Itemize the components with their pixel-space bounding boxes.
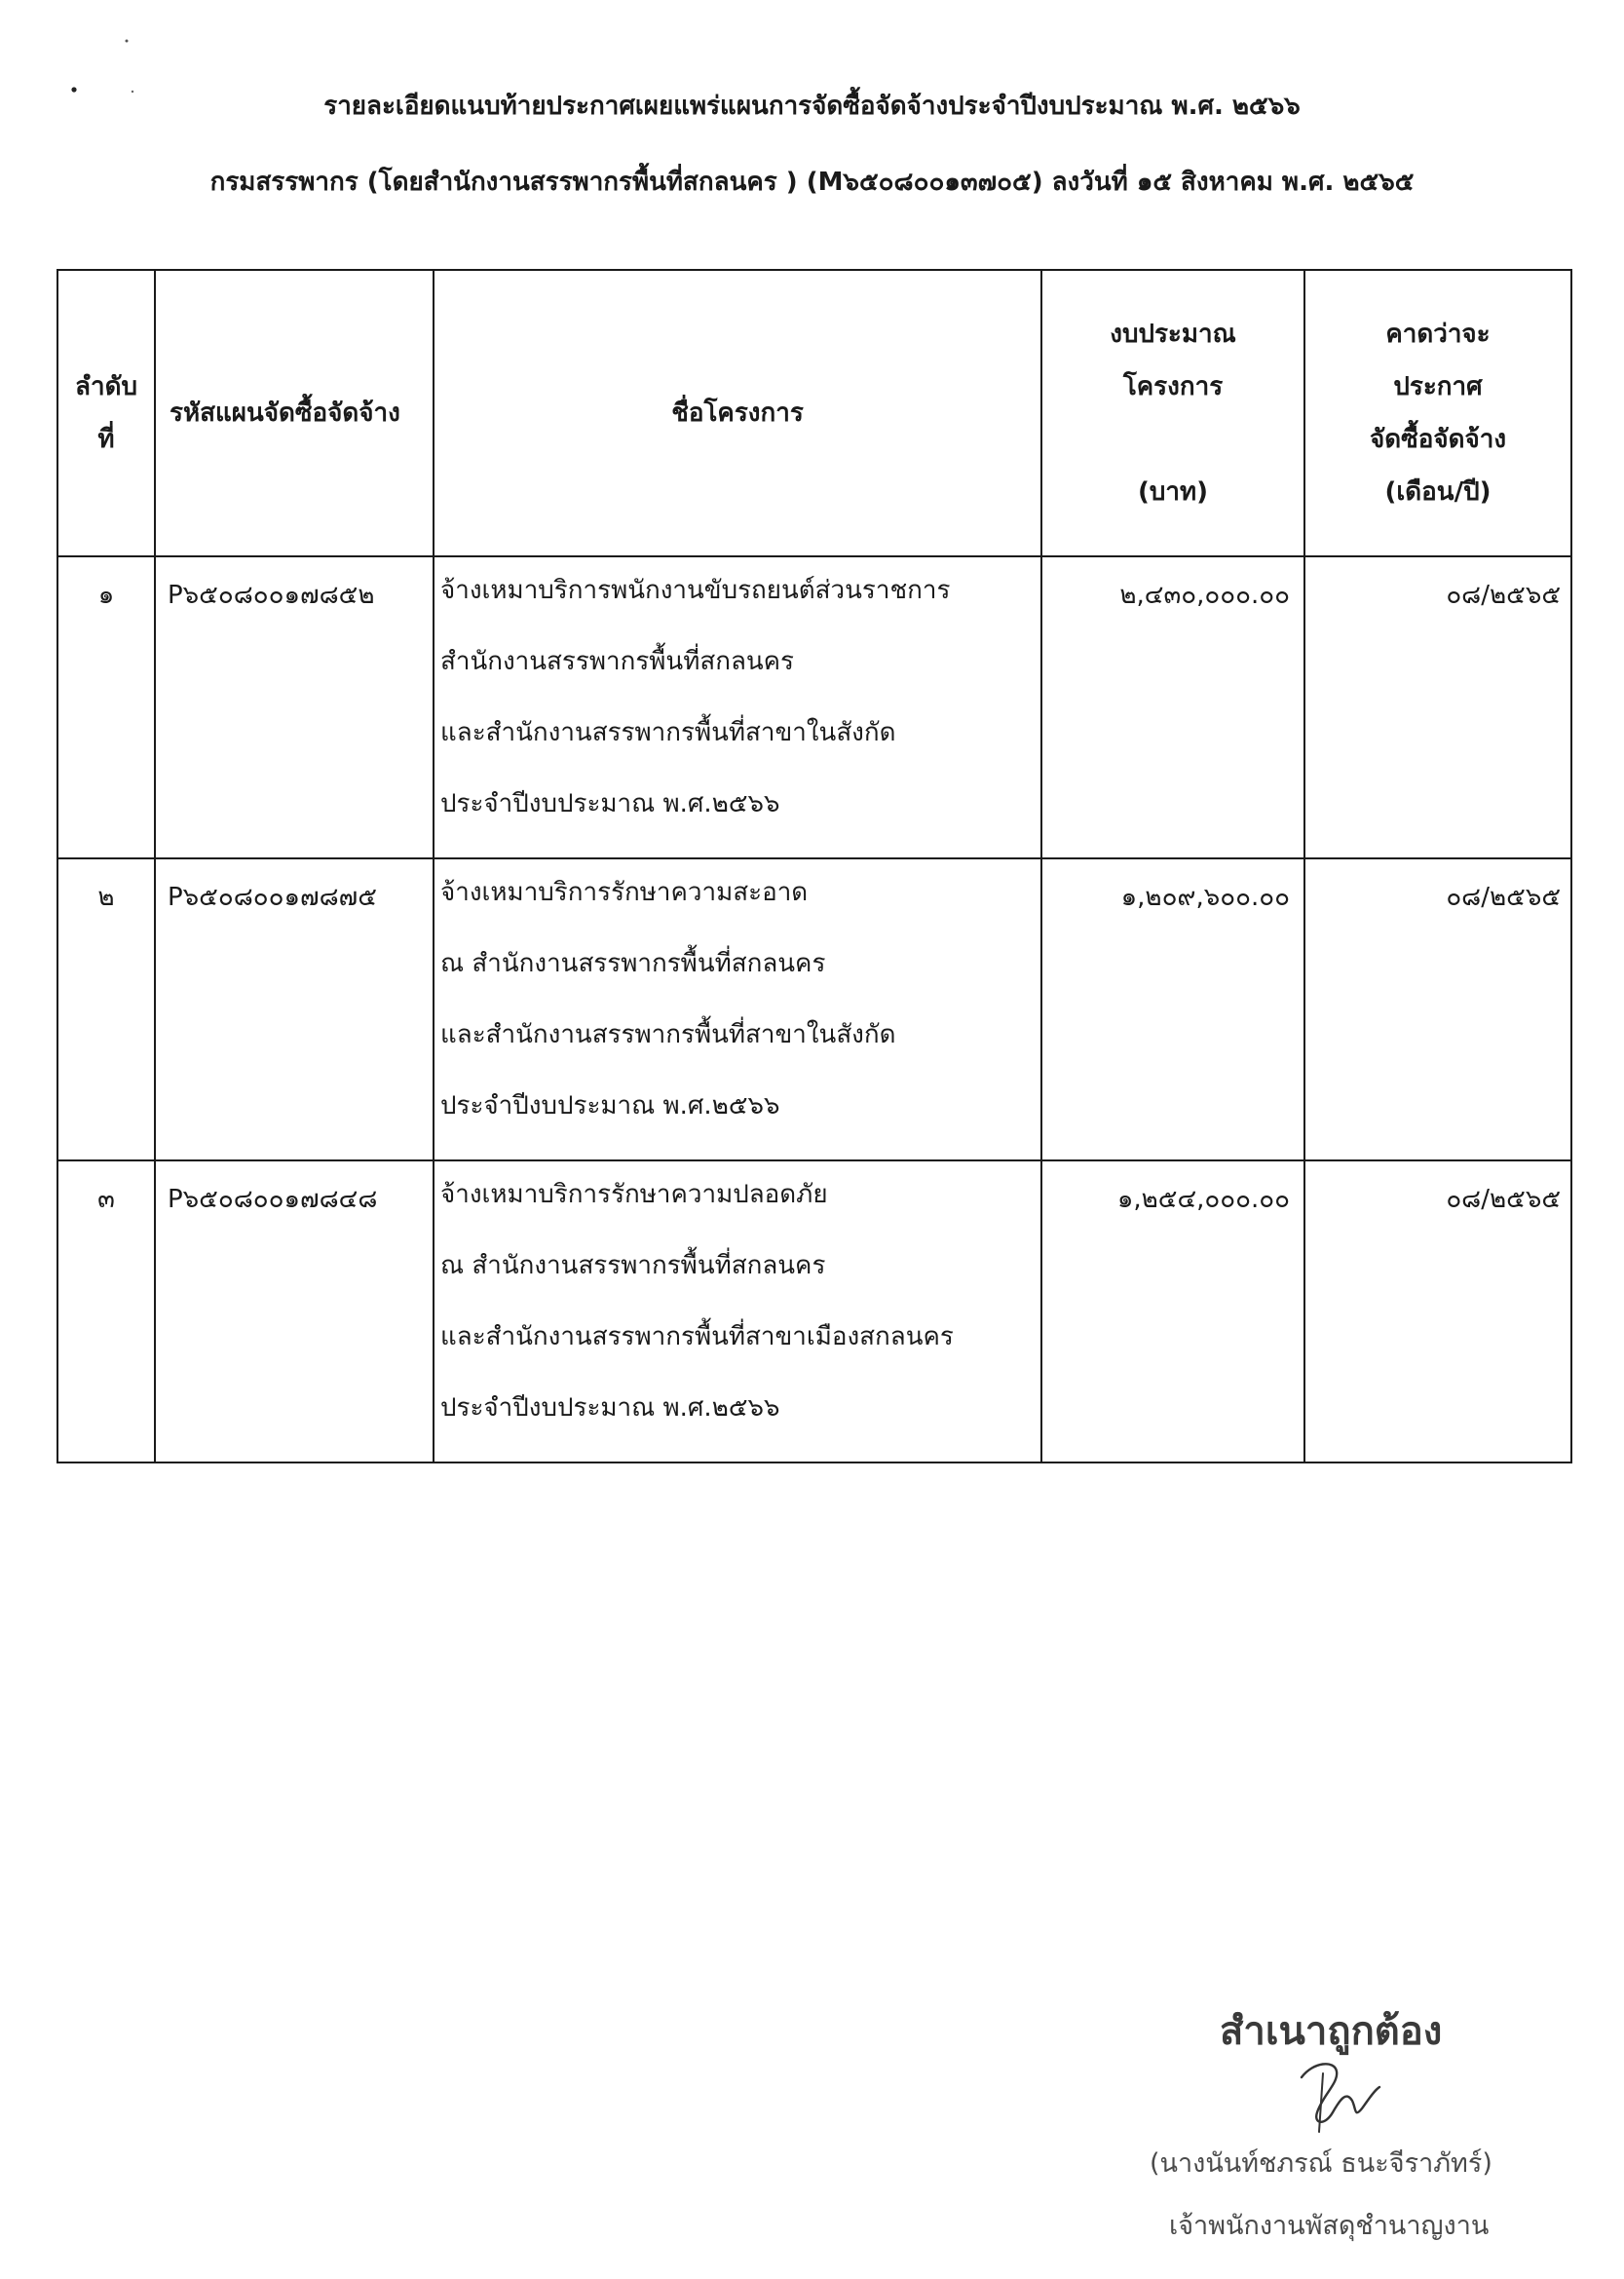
handwritten-signature: [1284, 2044, 1391, 2137]
procurement-plan-table: [57, 269, 1572, 1463]
header-sequence: ลำดับ ที่: [57, 270, 155, 556]
table-row: [57, 1160, 1571, 1462]
signer-position: เจ้าพนักงานพัสดุชำนาญงาน: [1169, 2211, 1490, 2241]
row-expected-month: ๐๘/๒๕๖๕: [1304, 556, 1571, 858]
header-plan-code: รหัสแผนจัดซื้อจัดจ้าง: [155, 270, 434, 556]
table-row: [57, 556, 1571, 858]
table-header-row: [57, 270, 1571, 556]
row-budget: ๒,๔๓๐,๐๐๐.๐๐: [1041, 556, 1304, 858]
row-project-name: จ้างเหมาบริการรักษาความสะอาด ณ สำนักงานสรรพากรพื้นที่สกลนคร และสำนักงานสรรพากรพื้นที่สาขาในสังกัด ประจำปีงบประมาณ พ.ศ.๒๕๖๖: [434, 858, 1041, 1160]
document-subtitle: กรมสรรพากร (โดยสำนักงานสรรพากรพื้นที่สกลนคร ) (M๖๕๐๘๐๐๑๓๗๐๕) ลงวันที่ ๑๕ สิงหาคม พ.ศ. ๒๕๖๕: [209, 168, 1415, 197]
row-project-name: จ้างเหมาบริการรักษาความปลอดภัย ณ สำนักงานสรรพากรพื้นที่สกลนคร และสำนักงานสรรพากรพื้นที่สาขาเมืองสกลนคร ประจำปีงบประมาณ พ.ศ.๒๕๖๖: [434, 1160, 1041, 1462]
row-sequence: ๑: [57, 556, 155, 858]
table-row: [57, 858, 1571, 1160]
row-plan-code: P๖๕๐๘๐๐๑๗๘๕๒: [155, 556, 434, 858]
signer-name: (นางนันท์ชภรณ์ ธนะจีราภัทร์): [1150, 2148, 1492, 2179]
certified-copy-stamp: สำเนาถูกต้อง: [1220, 2009, 1443, 2054]
row-sequence: ๒: [57, 858, 155, 1160]
header-project-name: ชื่อโครงการ: [434, 270, 1041, 556]
row-budget: ๑,๒๕๔,๐๐๐.๐๐: [1041, 1160, 1304, 1462]
row-expected-month: ๐๘/๒๕๖๕: [1304, 858, 1571, 1160]
row-expected-month: ๐๘/๒๕๖๕: [1304, 1160, 1571, 1462]
header-expected-month: คาดว่าจะ ประกาศ จัดซื้อจัดจ้าง (เดือน/ปี): [1304, 270, 1571, 556]
row-plan-code: P๖๕๐๘๐๐๑๗๘๗๕: [155, 858, 434, 1160]
row-project-name: จ้างเหมาบริการพนักงานขับรถยนต์ส่วนราชการ สำนักงานสรรพากรพื้นที่สกลนคร และสำนักงานสรรพากรพื้นที่สาขาในสังกัด ประจำปีงบประมาณ พ.ศ.๒๕๖๖: [434, 556, 1041, 858]
header-budget: งบประมาณ โครงการ (บาท): [1041, 270, 1304, 556]
row-sequence: ๓: [57, 1160, 155, 1462]
document-title: รายละเอียดแนบท้ายประกาศเผยแพร่แผนการจัดซื้อจัดจ้างประจำปีงบประมาณ พ.ศ. ๒๕๖๖: [323, 92, 1301, 121]
row-budget: ๑,๒๐๙,๖๐๐.๐๐: [1041, 858, 1304, 1160]
row-plan-code: P๖๕๐๘๐๐๑๗๘๔๘: [155, 1160, 434, 1462]
